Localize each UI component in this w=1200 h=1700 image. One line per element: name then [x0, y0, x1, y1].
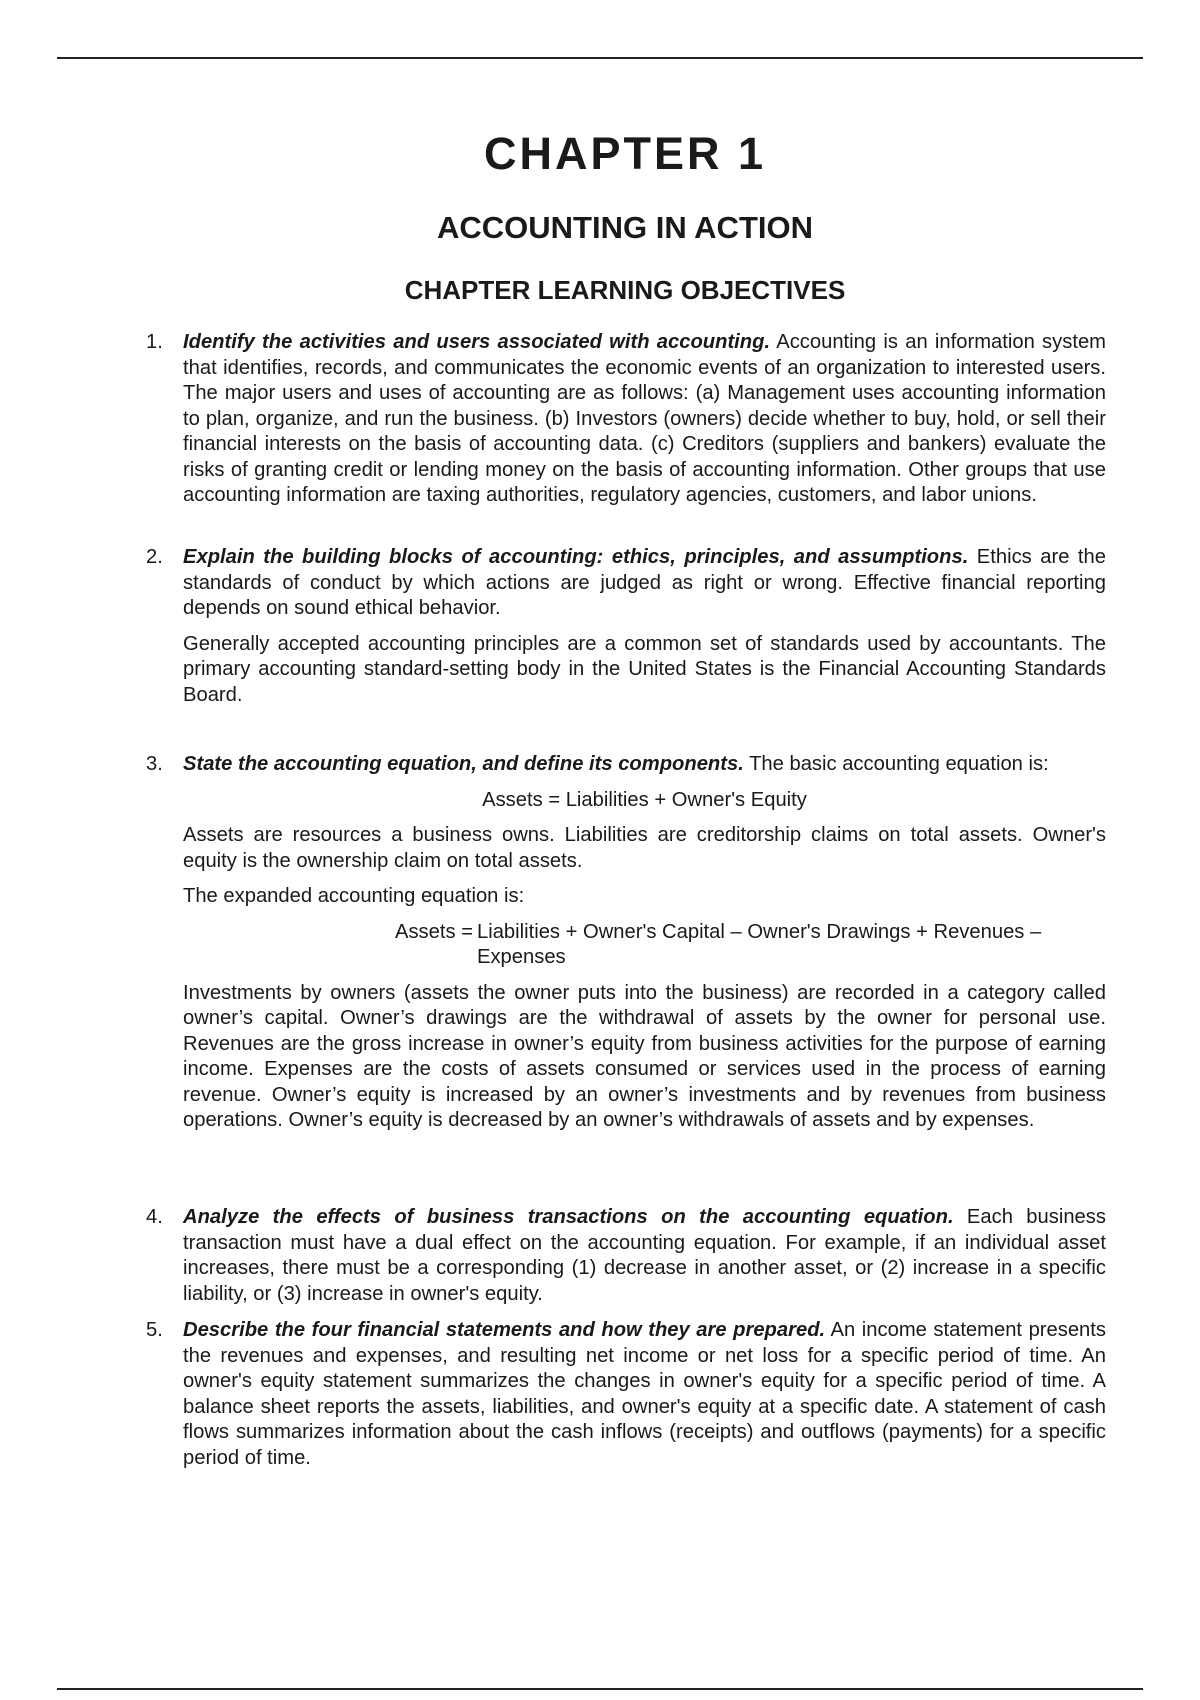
chapter-title: ACCOUNTING IN ACTION — [437, 210, 813, 245]
expanded-equation — [183, 920, 1106, 971]
objective-text: An income statement presents the revenues and expenses, and resulting net income or net loss for a specific period of time. An owner's equity statement summarizes the changes in owner's equity for a specific period of time. A balance sheet reports the assets, liabilities, and owner's equity at a specific date. A statement of cash flows summarizes information about the cash inflows (receipts) and outflows (payments) for a specific period of time. — [183, 1319, 1106, 1469]
objective-1 — [146, 330, 1106, 509]
objective-number: 5. — [146, 1319, 163, 1341]
chapter-heading: CHAPTER 1 — [483, 128, 767, 179]
objective-3 — [146, 752, 1106, 1134]
objective-number: 4. — [146, 1206, 163, 1228]
objective-lead: Analyze the effects of business transactions on the accounting equation. — [183, 1206, 954, 1228]
objective-paragraph: Assets are resources a business owns. Liabilities are creditorship claims on total assets. Owner's equity is the ownership claim on total assets. — [183, 824, 1106, 872]
section-heading: CHAPTER LEARNING OBJECTIVES — [404, 275, 846, 305]
objective-number: 3. — [146, 753, 163, 775]
objective-paragraph: Investments by owners (assets the owner puts into the business) are recorded in a category called owner’s capital. Owner’s drawings are the withdrawal of assets by the owner for personal use. Revenues are the gross increase in owner’s equity from business activities for the purpose of earning income. Expenses are the costs of assets consumed or services used in the process of earning revenue. Owner’s equity is increased by an owner’s investments and by revenues from business operations. Owner’s equity is decreased by an owner’s withdrawals of assets and by expenses. — [183, 981, 1106, 1131]
objective-paragraph — [183, 752, 1106, 778]
top-rule — [57, 57, 1143, 59]
objective-paragraph — [183, 545, 1106, 622]
objective-paragraph — [183, 1318, 1106, 1471]
objective-lead: Identify the activities and users associated with accounting. — [183, 331, 771, 353]
objective-number: 2. — [146, 546, 163, 568]
objective-lead: Explain the building blocks of accounting: ethics, principles, and assumptions. — [183, 546, 969, 568]
objective-paragraph — [183, 330, 1106, 509]
bottom-rule — [57, 1688, 1143, 1690]
objective-lead: State the accounting equation, and define its components. — [183, 753, 744, 775]
objective-text: Accounting is an information system that identifies, records, and communicates the economic events of an organization to interested users. The major users and uses of accounting are as follows: (a) Management uses accounting information to plan, organize, and run the business. (b) Investors (owners) decide whether to buy, hold, or sell their financial interests on the basis of accounting data. (c) Creditors (suppliers and bankers) evaluate the risks of granting credit or lending money on the basis of accounting information. Other groups that use accounting information are taxing authorities, regulatory agencies, customers, and labor unions. — [183, 331, 1106, 506]
expanded-equation-rhs: Liabilities + Owner's Capital – Owner's Drawings + Revenues – Expenses — [476, 920, 1042, 968]
objective-text: The basic accounting equation is: — [743, 753, 1049, 775]
objective-text: Ethics are the standards of conduct by which actions are judged as right or wrong. Effective financial reporting depends on sound ethical behavior. — [183, 546, 1106, 619]
objective-text: Each business transaction must have a dual effect on the accounting equation. For example, if an individual asset increases, there must be a corresponding (1) decrease in another asset, or (2) increase in a specific liability, or (3) increase in owner's equity. — [183, 1206, 1106, 1305]
objective-5 — [146, 1318, 1106, 1471]
objective-paragraph: Generally accepted accounting principles are a common set of standards used by accountants. The primary accounting standard-setting body in the United States is the Financial Accounting Standards Board. — [183, 632, 1106, 706]
objective-paragraph: The expanded accounting equation is: — [183, 885, 525, 907]
basic-equation: Assets = Liabilities + Owner's Equity — [482, 788, 807, 811]
objective-2 — [146, 545, 1106, 708]
objective-paragraph — [183, 1205, 1106, 1307]
objective-lead: Describe the four financial statements and how they are prepared. — [183, 1319, 826, 1341]
expanded-equation-lhs: Assets = — [395, 920, 473, 943]
objective-number: 1. — [146, 331, 163, 353]
objective-4 — [146, 1205, 1106, 1307]
